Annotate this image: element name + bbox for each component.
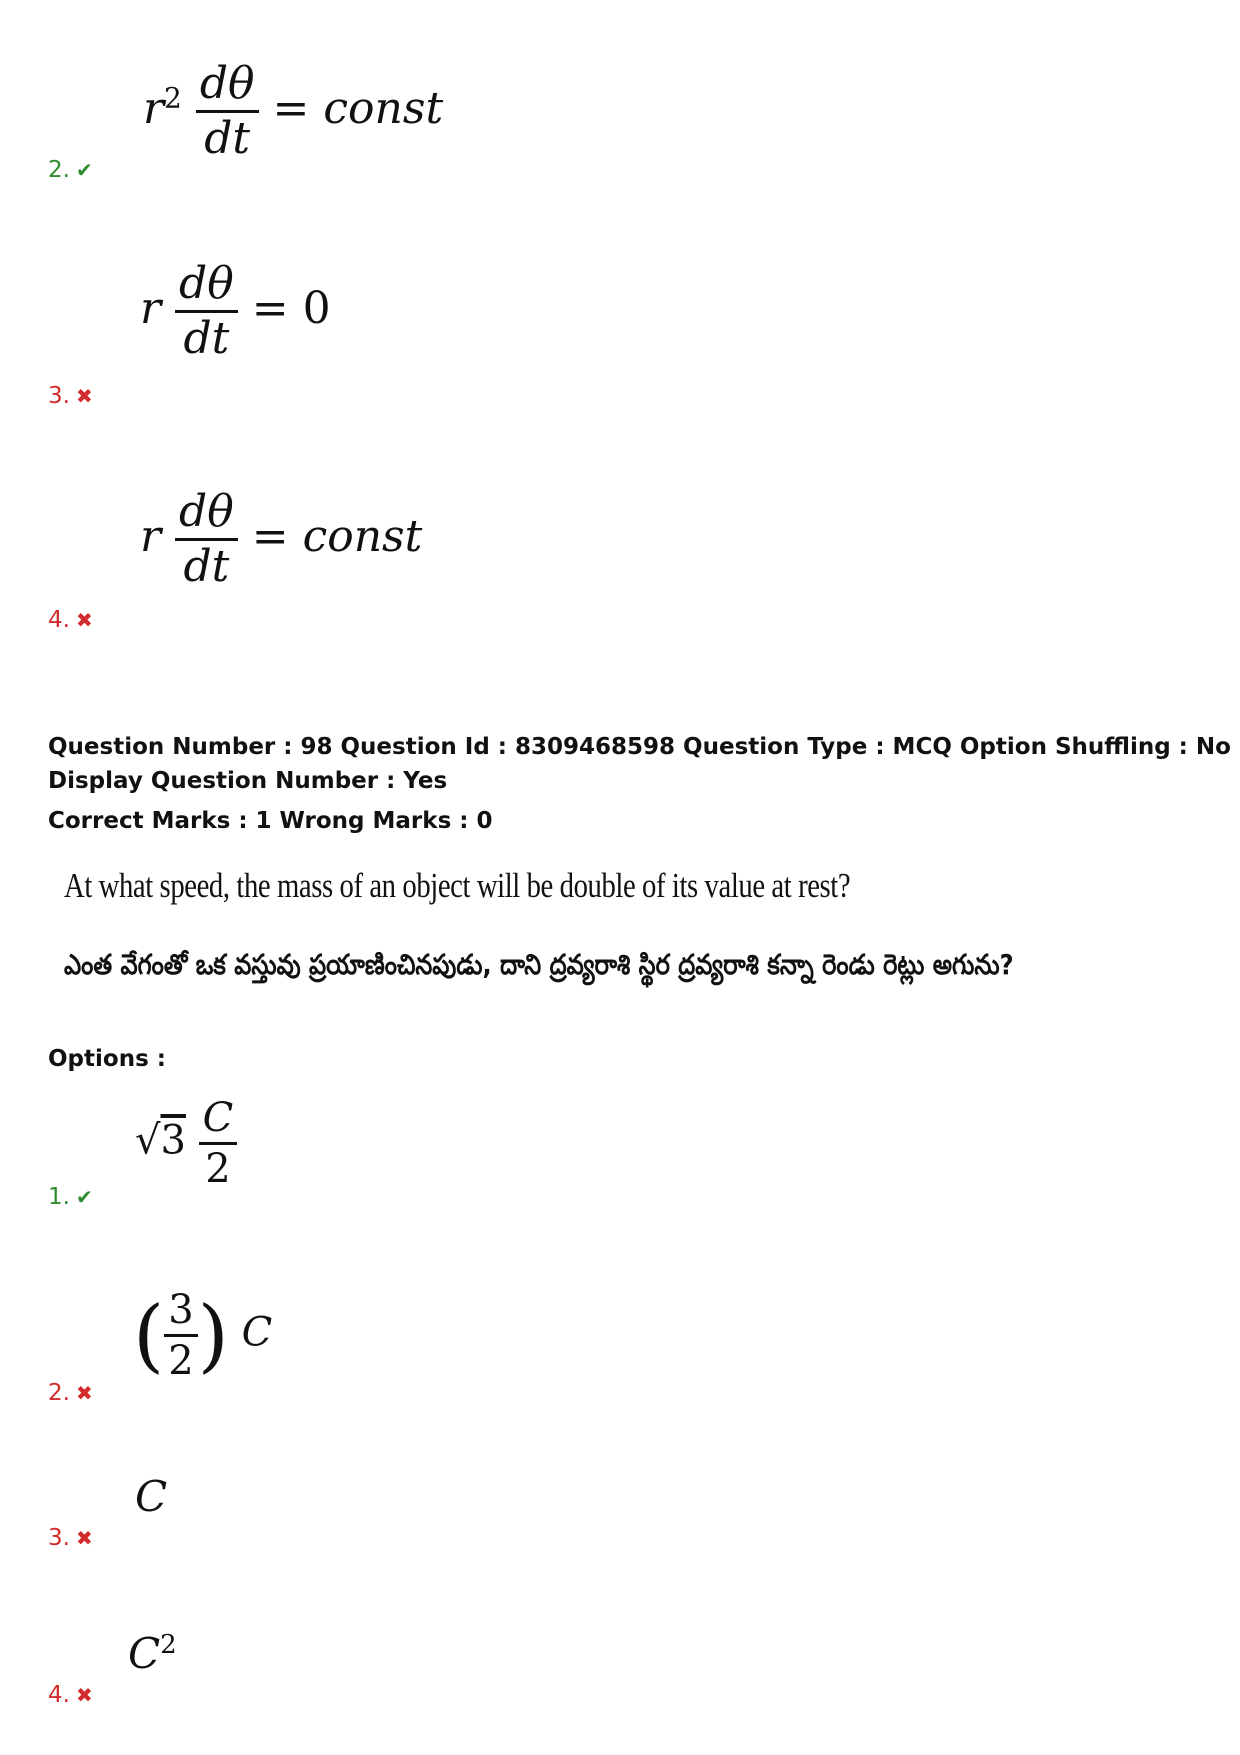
prev-option-4-number: 4. ✖ <box>48 607 93 633</box>
check-icon: ✔ <box>75 1185 93 1209</box>
question-meta: Question Number : 98 Question Id : 8309468598 Question Type : MCQ Option Shuffling : No Display Question Number : Yes <box>48 734 1231 794</box>
question-text-telugu: ఎంత వేగంతో ఒక వస్తువు ప్రయాణించినపుడు, దాని ద్రవ్యరాశి స్థిర ద్రవ్యరాశి కన్నా రెండు రెట్లు అగును? <box>64 948 1014 981</box>
cross-icon: ✖ <box>75 1526 93 1550</box>
option-4-formula: $C^2$ <box>128 1629 177 1678</box>
cross-icon: ✖ <box>75 1381 93 1405</box>
option-4-number: 4. ✖ <box>48 1682 93 1708</box>
option-3-formula: C <box>135 1472 168 1521</box>
question-text-english: At what speed, the mass of an object will be double of its value at rest? <box>64 866 851 905</box>
cross-icon: ✖ <box>75 384 93 408</box>
check-icon: ✔ <box>75 158 93 182</box>
fraction: $\frac{C}{2}$ <box>199 1098 238 1189</box>
option-2-number: 2. ✖ <box>48 1380 93 1406</box>
fraction: $\frac{d\theta}{dt}$ <box>175 262 238 361</box>
fraction: $\frac{3}{2}$ <box>164 1290 197 1381</box>
fraction: $\frac{d\theta}{dt}$ <box>175 490 238 589</box>
prev-option-2-formula: $r^2$ $\frac{d\theta}{dt}$ = const <box>143 58 444 164</box>
option-3-number: 3. ✖ <box>48 1525 93 1551</box>
marks-info: Correct Marks : 1 Wrong Marks : 0 <box>48 808 493 834</box>
cross-icon: ✖ <box>75 608 93 632</box>
prev-option-3-number: 3. ✖ <box>48 383 93 409</box>
prev-option-3-formula: r $\frac{d\theta}{dt}$ = 0 <box>140 258 331 364</box>
cross-icon: ✖ <box>75 1683 93 1707</box>
sqrt-symbol: √3 <box>135 1117 186 1164</box>
prev-option-4-formula: r $\frac{d\theta}{dt}$ = const <box>140 486 423 592</box>
options-label: Options : <box>48 1046 166 1072</box>
option-1-formula <box>135 1095 237 1192</box>
prev-option-2-number: 2. ✔ <box>48 157 93 183</box>
fraction: $\frac{d\theta}{dt}$ <box>196 62 259 161</box>
option-2-formula: ( $\frac{3}{2}$ ) C <box>133 1287 273 1384</box>
option-1-number: 1. ✔ <box>48 1184 93 1210</box>
